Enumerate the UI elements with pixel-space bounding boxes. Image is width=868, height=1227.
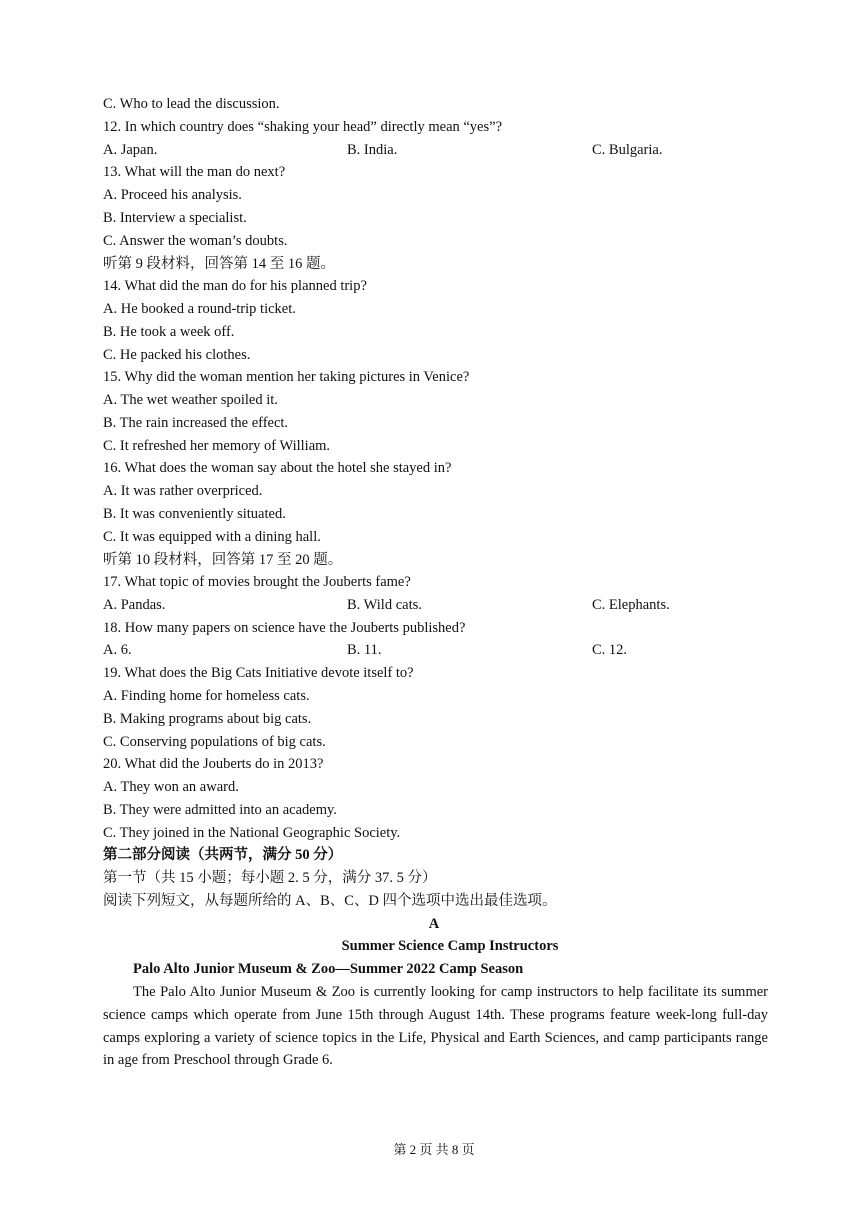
q14-option-a: A. He booked a round-trip ticket.: [103, 301, 296, 317]
section-instruction-10: 听第 10 段材料，回答第 17 至 20 题。: [103, 552, 343, 568]
q20-question: 20. What did the Jouberts do in 2013?: [103, 756, 324, 772]
q16-option-c: C. It was equipped with a dining hall.: [103, 529, 321, 545]
q19-option-b: B. Making programs about big cats.: [103, 711, 312, 727]
q15-option-a: A. The wet weather spoiled it.: [103, 392, 278, 408]
q15-question: 15. Why did the woman mention her taking pictures in Venice?: [103, 369, 470, 385]
q13-option-a: A. Proceed his analysis.: [103, 187, 242, 203]
q12-option-a: A. Japan.: [103, 142, 158, 158]
q11-option-c: C. Who to lead the discussion.: [103, 96, 280, 112]
q13-option-c: C. Answer the woman’s doubts.: [103, 233, 288, 249]
part-two-heading: 第二部分阅读（共两节，满分 50 分）: [103, 847, 343, 863]
q12-option-b: B. India.: [347, 142, 398, 158]
q14-option-b: B. He took a week off.: [103, 324, 235, 340]
q16-option-a: A. It was rather overpriced.: [103, 483, 263, 499]
q16-option-b: B. It was conveniently situated.: [103, 506, 286, 522]
passage-paragraph: The Palo Alto Junior Museum & Zoo is currently looking for camp instructors to help facilitate its summer science camps which operate from June 15th through August 14th. These programs feature week-long full-day camps exploring a variety of science topics in the Life, Physical and Earth Sciences, and camp participants range in age from Preschool through Grade 6.: [103, 984, 768, 1069]
q17-option-c: C. Elephants.: [592, 597, 670, 613]
q15-option-b: B. The rain increased the effect.: [103, 415, 289, 431]
q14-option-c: C. He packed his clothes.: [103, 347, 251, 363]
q20-option-c: C. They joined in the National Geographic Society.: [103, 825, 401, 841]
q12-question: 12. In which country does “shaking your head” directly mean “yes”?: [103, 119, 503, 135]
page-footer: 第 2 页 共 8 页: [393, 1142, 475, 1157]
q19-question: 19. What does the Big Cats Initiative devote itself to?: [103, 665, 414, 681]
q13-question: 13. What will the man do next?: [103, 164, 286, 180]
q19-option-c: C. Conserving populations of big cats.: [103, 734, 326, 750]
q14-question: 14. What did the man do for his planned trip?: [103, 278, 367, 294]
passage-title: Summer Science Camp Instructors: [341, 938, 559, 954]
section-one-heading: 第一节（共 15 小题；每小题 2. 5 分，满分 37. 5 分）: [103, 870, 437, 886]
q17-question: 17. What topic of movies brought the Jouberts fame?: [103, 574, 411, 590]
passage-label: A: [428, 916, 440, 932]
q20-option-a: A. They won an award.: [103, 779, 239, 795]
q18-option-c: C. 12.: [592, 642, 628, 658]
q18-question: 18. How many papers on science have the Jouberts published?: [103, 620, 466, 636]
q13-option-b: B. Interview a specialist.: [103, 210, 247, 226]
q18-option-a: A. 6.: [103, 642, 132, 658]
q20-option-b: B. They were admitted into an academy.: [103, 802, 337, 818]
section-instruction-9: 听第 9 段材料，回答第 14 至 16 题。: [103, 256, 335, 272]
reading-instruction: 阅读下列短文，从每题所给的 A、B、C、D 四个选项中选出最佳选项。: [103, 893, 557, 909]
q15-option-c: C. It refreshed her memory of William.: [103, 438, 331, 454]
q19-option-a: A. Finding home for homeless cats.: [103, 688, 310, 704]
q18-option-b: B. 11.: [347, 642, 382, 658]
q12-option-c: C. Bulgaria.: [592, 142, 663, 158]
passage-subtitle: Palo Alto Junior Museum & Zoo—Summer 2022 Camp Season: [133, 961, 524, 977]
q16-question: 16. What does the woman say about the hotel she stayed in?: [103, 460, 452, 476]
q17-option-b: B. Wild cats.: [347, 597, 422, 613]
q17-option-a: A. Pandas.: [103, 597, 166, 613]
